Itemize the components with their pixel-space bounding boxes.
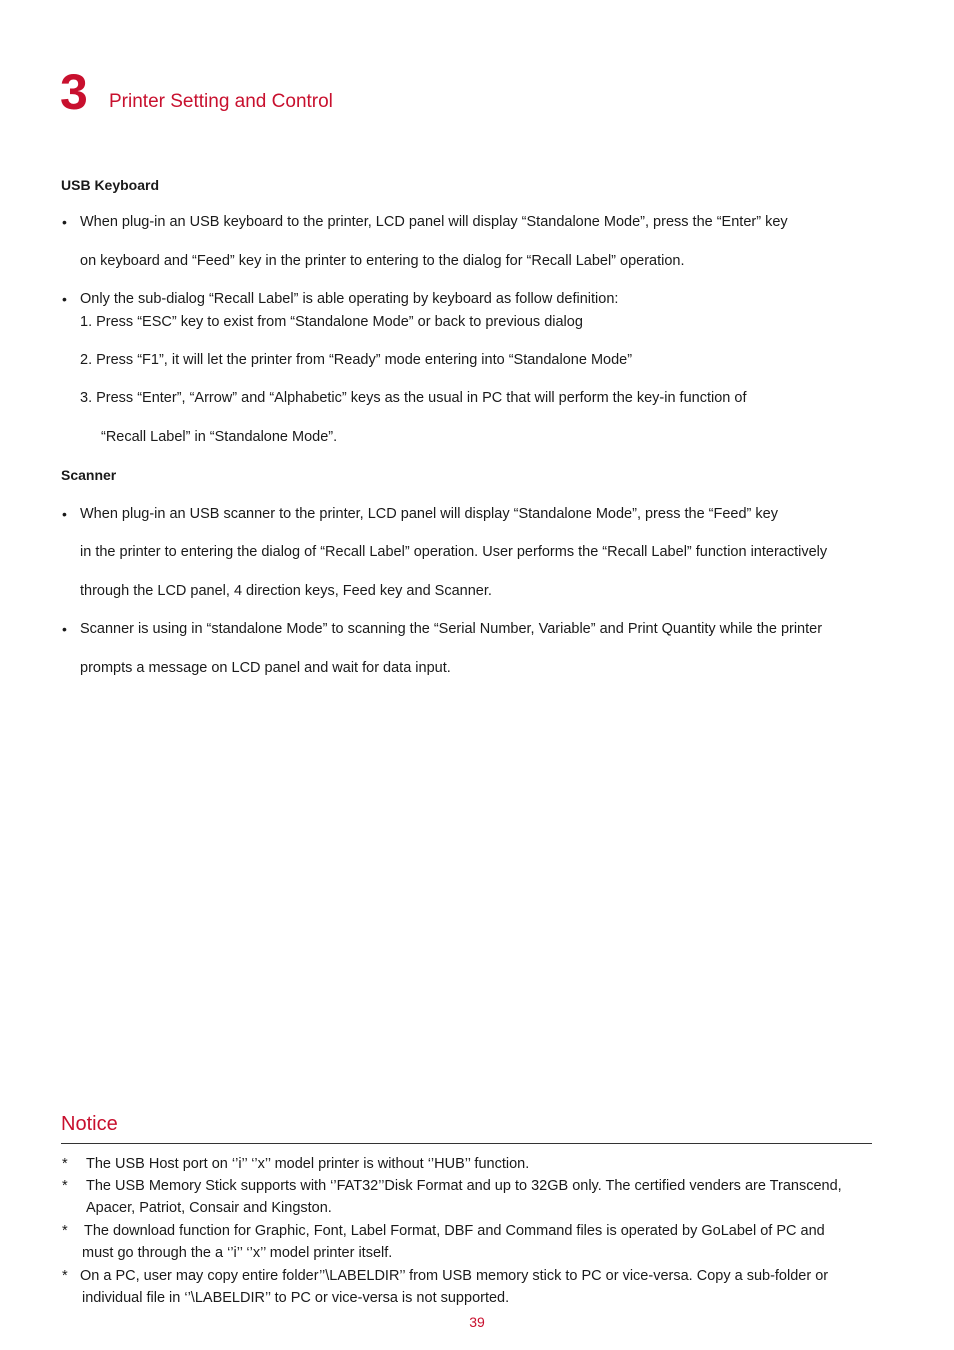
usb-keyboard-item2: 2. Press “F1”, it will let the printer from “Ready” mode entering into “Standalone Mode”: [80, 352, 633, 368]
notice-divider: [61, 1143, 872, 1144]
notice-item4-line1: On a PC, user may copy entire folder’’\LABELDIR’’ from USB memory stick to PC or vice-versa. Copy a sub-folder or: [80, 1268, 829, 1284]
notice-marker: *: [62, 1223, 68, 1239]
notice-item2-line2: Apacer, Patriot, Consair and Kingston.: [86, 1200, 332, 1216]
chapter-number: 3: [60, 64, 88, 120]
notice-item4-line2: individual file in ‘’\LABELDIR’’ to PC or vice-versa is not supported.: [82, 1290, 510, 1306]
bullet-dot: •: [62, 506, 67, 522]
notice-title: Notice: [61, 1113, 118, 1135]
usb-keyboard-bullet1-line2: on keyboard and “Feed” key in the printer to entering to the dialog for “Recall Label” operation.: [80, 253, 685, 269]
usb-keyboard-bullet2: Only the sub-dialog “Recall Label” is able operating by keyboard as follow definition:: [80, 291, 619, 307]
chapter-title: Printer Setting and Control: [109, 91, 333, 112]
usb-keyboard-heading: USB Keyboard: [61, 177, 160, 193]
notice-item3-line2: must go through the a ‘’i’’ ‘’x’’ model printer itself.: [82, 1245, 393, 1261]
page-number: 39: [469, 1314, 485, 1330]
usb-keyboard-bullet1-line1: When plug-in an USB keyboard to the printer, LCD panel will display “Standalone Mode”, press the “Enter” key: [80, 214, 788, 230]
scanner-bullet1-line2: in the printer to entering the dialog of “Recall Label” operation. User performs the “Recall Label” function interactively: [80, 544, 828, 560]
scanner-bullet1-line3: through the LCD panel, 4 direction keys, Feed key and Scanner.: [80, 583, 492, 599]
scanner-bullet1-line1: When plug-in an USB scanner to the printer, LCD panel will display “Standalone Mode”, press the “Feed” key: [80, 506, 778, 522]
usb-keyboard-item3-line1: 3. Press “Enter”, “Arrow” and “Alphabetic” keys as the usual in PC that will perform the key-in function of: [80, 390, 747, 406]
notice-item2-line1: The USB Memory Stick supports with ‘’FAT32’’Disk Format and up to 32GB only. The certified venders are Transcend,: [86, 1178, 842, 1194]
bullet-dot: •: [62, 291, 67, 307]
scanner-heading: Scanner: [61, 467, 117, 483]
bullet-dot: •: [62, 214, 67, 230]
notice-marker: *: [62, 1178, 68, 1194]
usb-keyboard-item1: 1. Press “ESC” key to exist from “Standalone Mode” or back to previous dialog: [80, 314, 583, 330]
notice-item1: The USB Host port on ‘’i’’ ‘’x’’ model printer is without ‘’HUB’’ function.: [86, 1156, 530, 1172]
bullet-dot: •: [62, 621, 67, 637]
usb-keyboard-item3-line2: “Recall Label” in “Standalone Mode”.: [101, 429, 338, 445]
scanner-bullet2-line1: Scanner is using in “standalone Mode” to scanning the “Serial Number, Variable” and Print Quantity while the printer: [80, 621, 823, 637]
notice-marker: *: [62, 1156, 68, 1172]
scanner-bullet2-line2: prompts a message on LCD panel and wait for data input.: [80, 660, 451, 676]
notice-marker: *: [62, 1268, 68, 1284]
notice-item3-line1: The download function for Graphic, Font, Label Format, DBF and Command files is operated by GoLabel of PC and: [84, 1223, 825, 1239]
